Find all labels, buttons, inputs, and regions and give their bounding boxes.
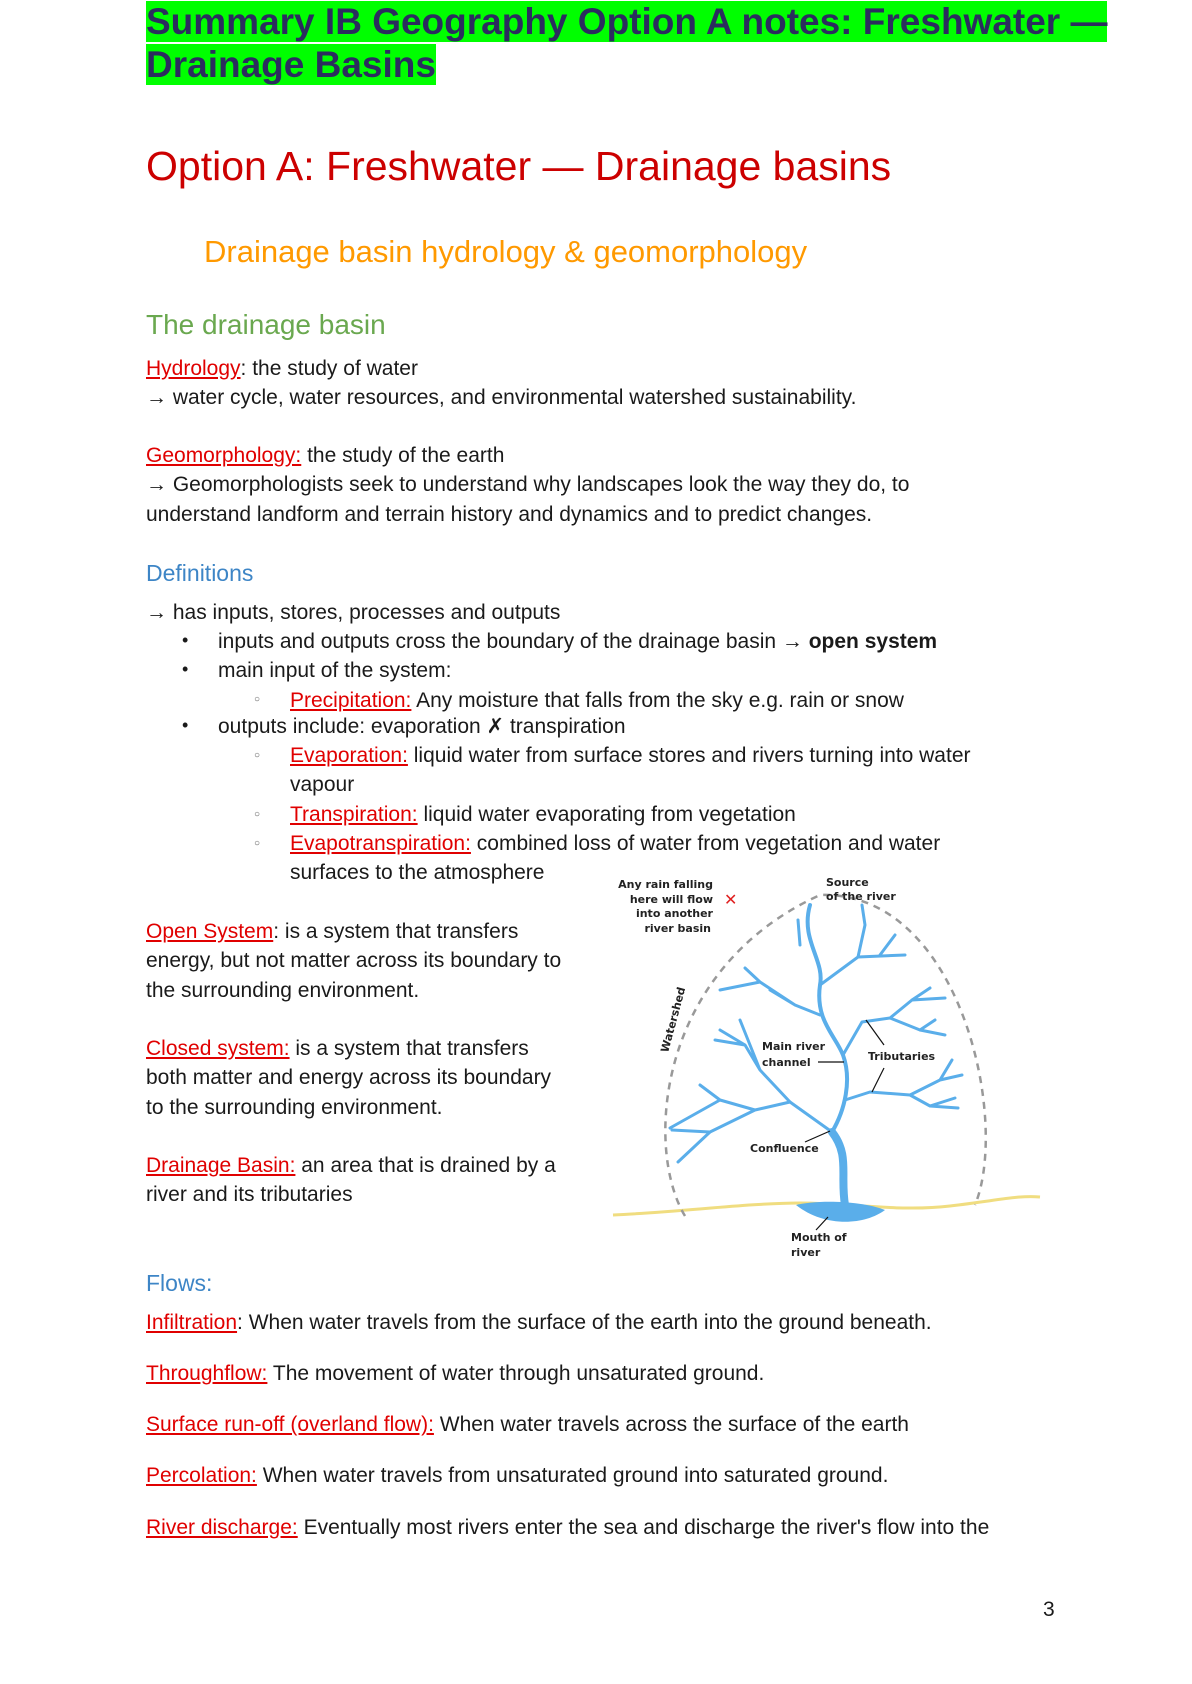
open-system-line2: energy, but not matter across its boundary to xyxy=(146,949,562,973)
open-system-term: Open System xyxy=(146,920,274,943)
bullet-icon: • xyxy=(182,630,189,650)
hydrology-term: Hydrology xyxy=(146,357,241,380)
definitions-intro: → has inputs, stores, processes and outputs xyxy=(146,601,561,624)
list-item-text: liquid water from surface stores and rivers turning into water xyxy=(407,744,971,767)
river-mouth xyxy=(796,1202,885,1222)
list-item-text: liquid water evaporating from vegetation xyxy=(417,803,796,826)
list-item xyxy=(290,741,1030,800)
open-system-bold: open system xyxy=(808,630,938,653)
heading-2: Drainage basin hydrology & geomorphology xyxy=(204,234,808,269)
closed-system-term: Closed system: xyxy=(146,1037,290,1060)
flow-item-text: Eventually most rivers enter the sea and discharge the river's flow into the xyxy=(297,1516,990,1539)
rain-label-line-1: Any rain falling xyxy=(618,878,713,891)
circle-bullet-icon: ○ xyxy=(254,809,261,820)
flow-item xyxy=(146,1461,1046,1490)
document-title xyxy=(146,0,1107,86)
evaporation-term: Evaporation: xyxy=(290,744,408,767)
open-system-text: : is a system that transfers xyxy=(273,920,519,943)
list-item: outputs include: evaporation ✗ transpiration xyxy=(218,715,626,738)
rain-label-line-3: into another xyxy=(635,907,713,920)
flow-item xyxy=(146,1308,1046,1337)
list-item-text: inputs and outputs cross the boundary of the drainage basin → xyxy=(218,630,809,653)
main-river-label-line-1: Main river xyxy=(762,1040,826,1053)
geomorphology-line3: understand landform and terrain history and dynamics and to predict changes. xyxy=(146,502,873,526)
bullet-icon: • xyxy=(182,659,189,679)
x-mark-icon: ✕ xyxy=(724,890,738,909)
flow-item xyxy=(146,1513,1106,1542)
list-item-text: surfaces to the atmosphere xyxy=(290,861,545,885)
circle-bullet-icon: ○ xyxy=(254,750,261,761)
list-item xyxy=(218,627,937,656)
closed-system-text: is a system that transfers xyxy=(289,1037,529,1060)
open-system-paragraph xyxy=(146,917,606,1005)
heading-3: The drainage basin xyxy=(146,309,386,340)
page-number: 3 xyxy=(1043,1598,1055,1621)
rain-label-line-4: river basin xyxy=(644,922,711,935)
hydrology-text: : the study of water xyxy=(240,357,418,380)
rain-label-line-2: here will flow xyxy=(629,893,713,906)
circle-bullet-icon: ○ xyxy=(254,838,261,849)
infiltration-term: Infiltration xyxy=(146,1311,238,1334)
flow-item-text: The movement of water through unsaturated ground. xyxy=(267,1362,765,1385)
circle-bullet-icon: ○ xyxy=(254,694,261,705)
flow-item xyxy=(146,1410,1046,1439)
watershed-line xyxy=(665,895,985,1216)
watershed-label: Watershed xyxy=(658,985,689,1054)
source-label-line-2: of the river xyxy=(826,890,896,903)
geomorphology-term: Geomorphology: xyxy=(146,444,302,467)
geomorphology-paragraph xyxy=(146,441,1046,529)
open-system-line3: the surrounding environment. xyxy=(146,978,420,1002)
precipitation-term: Precipitation: xyxy=(290,689,412,712)
flow-item-text: : When water travels from the surface of the earth into the ground beneath. xyxy=(237,1311,932,1334)
drainage-basin-paragraph xyxy=(146,1151,606,1210)
throughflow-term: Throughflow: xyxy=(146,1362,268,1385)
drainage-basin-text: an area that is drained by a xyxy=(295,1154,556,1177)
mouth-label-line-1: Mouth of xyxy=(791,1231,847,1244)
flow-item xyxy=(146,1359,1046,1388)
list-item: main input of the system: xyxy=(218,659,452,682)
surface-runoff-term: Surface run-off (overland flow): xyxy=(146,1413,434,1436)
drainage-basin-diagram xyxy=(600,870,1080,1270)
drainage-basin-line2: river and its tributaries xyxy=(146,1183,353,1207)
list-item-text: Any moisture that falls from the sky e.g. rain or snow xyxy=(411,689,904,712)
list-item-text: combined loss of water from vegetation and water xyxy=(470,832,941,855)
tributaries-label: Tributaries xyxy=(868,1050,936,1063)
list-item-text: vapour xyxy=(290,773,355,797)
river-discharge-term: River discharge: xyxy=(146,1516,298,1539)
bullet-icon: • xyxy=(182,715,189,735)
closed-system-paragraph xyxy=(146,1034,606,1122)
geomorphology-line2: → Geomorphologists seek to understand why landscapes look the way they do, to xyxy=(146,473,910,497)
closed-system-line2: both matter and energy across its boundary xyxy=(146,1066,552,1090)
main-river-label-line-2: channel xyxy=(762,1056,811,1069)
title-line-2: Drainage Basins xyxy=(146,44,436,85)
evapotranspiration-term: Evapotranspiration: xyxy=(290,832,471,855)
transpiration-term: Transpiration: xyxy=(290,803,418,826)
drainage-basin-term: Drainage Basin: xyxy=(146,1154,296,1177)
hydrology-line2: → water cycle, water resources, and environmental watershed sustainability. xyxy=(146,386,857,410)
mouth-label-line-2: river xyxy=(791,1246,821,1259)
flow-item-text: When water travels across the surface of the earth xyxy=(433,1413,909,1436)
percolation-term: Percolation: xyxy=(146,1464,257,1487)
flows-heading: Flows: xyxy=(146,1270,213,1296)
hydrology-paragraph xyxy=(146,354,1046,413)
title-line-1: Summary IB Geography Option A notes: Freshwater — xyxy=(146,1,1108,42)
list-item xyxy=(290,800,796,829)
list-item xyxy=(290,686,904,715)
closed-system-line3: to the surrounding environment. xyxy=(146,1095,443,1119)
heading-1: Option A: Freshwater — Drainage basins xyxy=(146,143,892,189)
geomorphology-text: the study of the earth xyxy=(301,444,505,467)
flow-item-text: When water travels from unsaturated ground into saturated ground. xyxy=(256,1464,889,1487)
source-label-line-1: Source xyxy=(826,876,869,889)
confluence-label: Confluence xyxy=(750,1142,819,1155)
definitions-heading: Definitions xyxy=(146,560,254,586)
